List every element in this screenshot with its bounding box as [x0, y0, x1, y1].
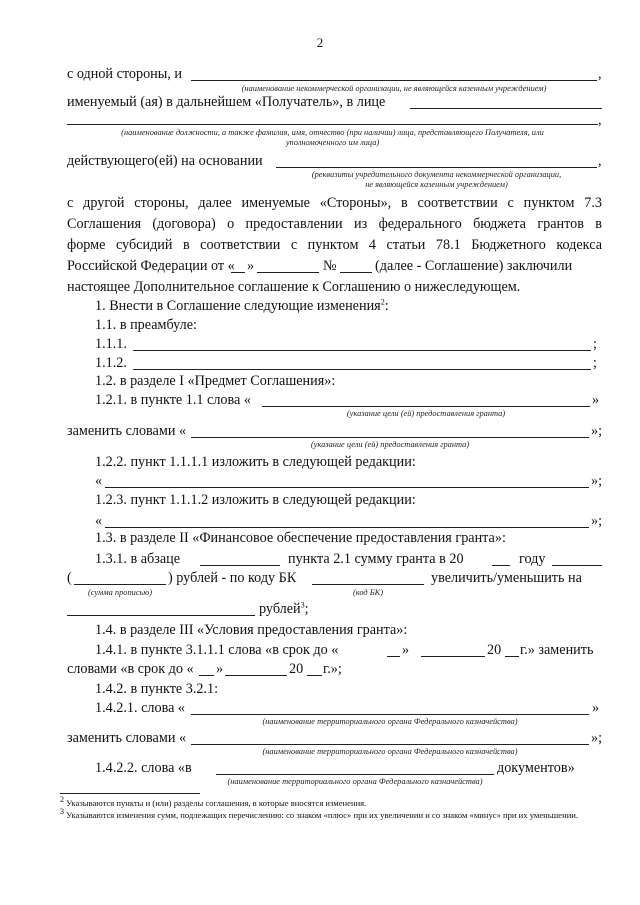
- tok-caption-2: (наименование территориального органа Федерального казначейства): [262, 747, 518, 756]
- deadline-year-blank-2[interactable]: [307, 675, 322, 676]
- tok-caption-3: (наименование территориального органа Федерального казначейства): [227, 777, 483, 786]
- footnote-3: $^3$ Указываются изменения сумм, подлежащих перечислению: со знаком «плюс» при их увеличении и со знаком «минус» при их уменьшении.: [60, 807, 579, 820]
- tok-caption-1: (наименование территориального органа Федерального казначейства): [262, 717, 518, 726]
- goal-blank-2[interactable]: [191, 437, 589, 438]
- position-caption-2: уполномоченного им лица): [285, 138, 380, 147]
- year-extra-blank[interactable]: [552, 565, 602, 566]
- agreement-number-blank[interactable]: [340, 272, 372, 273]
- item-1-2-3: 1.2.3. пункт 1.1.1.2 изложить в следующей редакции:: [95, 492, 416, 508]
- year-blank-1[interactable]: [492, 565, 510, 566]
- basis-blank[interactable]: [276, 167, 597, 168]
- tok-blank-1[interactable]: [191, 714, 589, 715]
- position-blank[interactable]: [67, 124, 598, 125]
- para-line-1: с другой стороны, далее именуемые «Стороны», в соответствии с пунктом 7.3: [67, 195, 602, 211]
- item-1-4: 1.4. в разделе III «Условия предоставления гранта»:: [95, 622, 408, 638]
- deadline-year-blank-1[interactable]: [505, 656, 519, 657]
- goal-caption-2: (указание цели (ей) предоставления гранта): [310, 440, 470, 449]
- item-1-1-1-blank[interactable]: [133, 350, 591, 351]
- footnote-separator: [60, 793, 200, 794]
- para-line-2: Соглашения (договора) о предоставлении из федерального бюджета грантов в: [67, 216, 602, 232]
- para-line-5: настоящее Дополнительное соглашение к Соглашению о нижеследующем.: [67, 279, 521, 295]
- date-day-blank[interactable]: [231, 272, 245, 273]
- item-1-2-2: 1.2.2. пункт 1.1.1.1 изложить в следующей редакции:: [95, 454, 416, 470]
- representative-blank[interactable]: [410, 108, 602, 109]
- item-1-2-3-blank[interactable]: [105, 527, 589, 528]
- goal-blank-1[interactable]: [262, 406, 590, 407]
- deadline-month-blank-1[interactable]: [421, 656, 485, 657]
- date-month-blank[interactable]: [257, 272, 319, 273]
- deadline-day-blank-1[interactable]: [387, 656, 400, 657]
- deadline-day-blank-2[interactable]: [199, 675, 214, 676]
- goal-caption-1: (указание цели (ей) предоставления гранта): [346, 409, 506, 418]
- tok-blank-2[interactable]: [191, 744, 589, 745]
- tok-blank-3[interactable]: [216, 774, 494, 775]
- item-1-1: 1.1. в преамбуле:: [95, 317, 197, 333]
- org-name-blank[interactable]: [191, 80, 597, 81]
- item-1-2-2-blank[interactable]: [105, 487, 589, 488]
- rubles-blank[interactable]: [67, 615, 255, 616]
- deadline-month-blank-2[interactable]: [225, 675, 287, 676]
- basis-caption-1: (реквизиты учредительного документа некоммерческой организации,: [311, 170, 562, 179]
- footnote-2: $^2$ Указываются пункты и (или) разделы соглашения, в которые вносятся изменения.: [60, 795, 367, 808]
- org-name-caption: (наименование некоммерческой организации, не являющейся казенным учреждением): [241, 84, 547, 93]
- item-1-3: 1.3. в разделе II «Финансовое обеспечение предоставления гранта»:: [95, 530, 506, 546]
- sum-caption: (сумма прописью): [87, 588, 153, 597]
- bk-code-blank[interactable]: [312, 584, 424, 585]
- bk-caption: (код БК): [352, 588, 384, 597]
- page-number: 2: [316, 35, 324, 50]
- position-caption-1: (наименование должности, а также фамилия, имя, отчество (при наличии) лица, представляющего Получателя, или: [121, 128, 544, 137]
- sum-words-blank[interactable]: [74, 584, 166, 585]
- para-line-3: форме субсидий в соответствии с пунктом 4 статьи 78.1 Бюджетного кодекса: [67, 237, 602, 253]
- item-1-2: 1.2. в разделе I «Предмет Соглашения»:: [95, 373, 336, 389]
- item-1-4-2: 1.4.2. в пункте 3.2.1:: [95, 681, 219, 697]
- basis-caption-2: не являющейся казенным учреждением): [365, 180, 508, 189]
- item-1-1-2-blank[interactable]: [133, 369, 591, 370]
- paragraph-number-blank[interactable]: [200, 565, 280, 566]
